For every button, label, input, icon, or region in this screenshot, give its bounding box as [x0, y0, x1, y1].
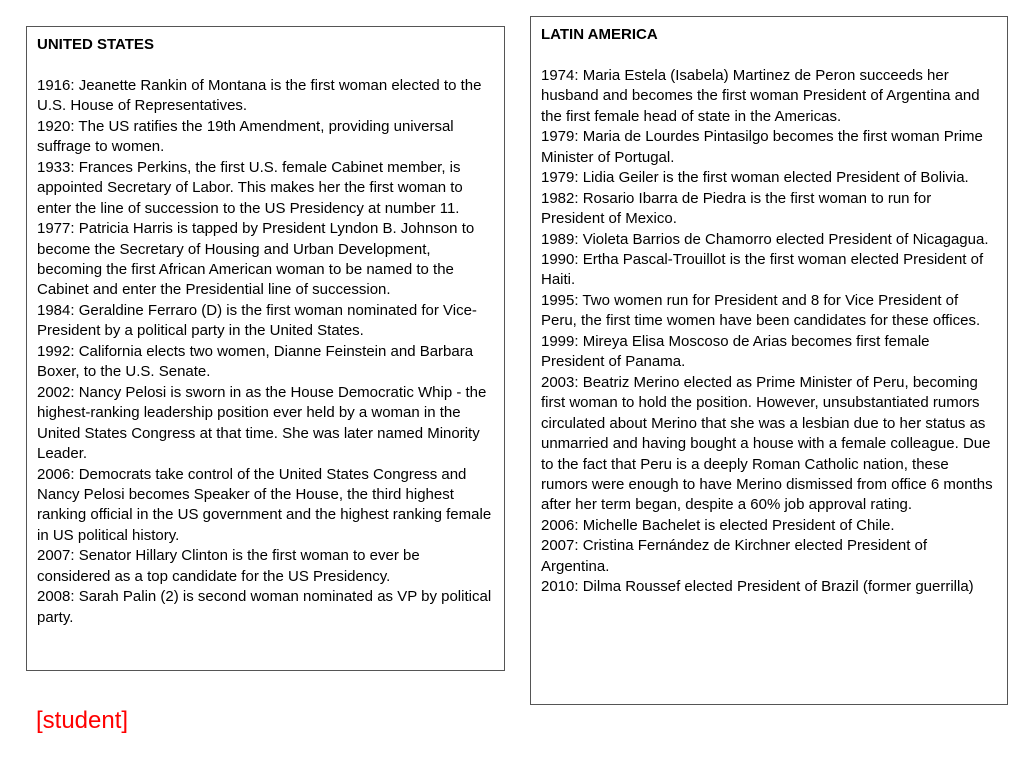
- la-entry-1999: 1999: Mireya Elisa Moscoso de Arias becomes first female President of Panama.: [541, 332, 930, 371]
- us-entry-1984: 1984: Geraldine Ferraro (D) is the first woman nominated for Vice-President by a political party in the United States.: [37, 301, 477, 340]
- la-entry-1989: 1989: Violeta Barrios de Chamorro elected President of Nicagagua.: [541, 230, 989, 248]
- us-entry-1977: 1977: Patricia Harris is tapped by President Lyndon B. Johnson to become the Secretary of Housing and Urban Development, becoming the first African American woman to be named to the Cabinet and enter the Presidential line of succession.: [37, 220, 475, 299]
- latin-america-title: LATIN AMERICA: [541, 26, 658, 43]
- la-entry-1990: 1990: Ertha Pascal-Trouillot is the first woman elected President of Haiti.: [541, 250, 984, 289]
- la-entry-1995: 1995: Two women run for President and 8 for Vice President of Peru, the first time women have been candidates for these offices.: [541, 291, 981, 330]
- la-entry-1979-portugal: 1979: Maria de Lourdes Pintasilgo becomes the first woman Prime Minister of Portugal.: [541, 128, 983, 166]
- united-states-panel: [26, 26, 505, 671]
- us-entry-2006: 2006: Democrats take control of the United States Congress and Nancy Pelosi becomes Speaker of the House, the third highest ranking official in the US government and the highest ranking female in US political history.: [37, 465, 492, 544]
- la-entry-1982: 1982: Rosario Ibarra de Piedra is the first woman to run for President of Mexico.: [541, 189, 932, 228]
- us-entry-1916: 1916: Jeanette Rankin of Montana is the first woman elected to the U.S. House of Representatives.: [37, 76, 482, 115]
- us-entry-2002: 2002: Nancy Pelosi is sworn in as the House Democratic Whip - the highest-ranking leadership position ever held by a woman in the United States Congress at that time. She was later named Minority Leader.: [37, 383, 487, 463]
- la-entry-1974: 1974: Maria Estela (Isabela) Martinez de Peron succeeds her husband and becomes the first woman President of Argentina and the first female head of state in the Americas.: [541, 66, 980, 125]
- united-states-title: UNITED STATES: [37, 36, 154, 53]
- us-entry-2008: 2008: Sarah Palin (2) is second woman nominated as VP by political party.: [37, 588, 492, 626]
- us-entry-1920: 1920: The US ratifies the 19th Amendment, providing universal suffrage to women.: [37, 117, 454, 156]
- la-entry-2006: 2006: Michelle Bachelet is elected President of Chile.: [541, 516, 895, 534]
- us-entry-1992: 1992: California elects two women, Dianne Feinstein and Barbara Boxer, to the U.S. Senate.: [37, 342, 474, 381]
- la-entry-2007: 2007: Cristina Fernández de Kirchner elected President of Argentina.: [541, 537, 928, 575]
- la-entry-2003: 2003: Beatriz Merino elected as Prime Minister of Peru, becoming first woman to hold the position. However, unsubstantiated rumors circulated about Merino that she was a lesbian due to her status as unmarried and having bought a house with a female colleague. Due to the fact that Peru is a deeply Roman Catholic nation, these rumors were enough to have Merino dismissed from office 6 months after her term began, despite a 60% job approval rating.: [541, 373, 993, 514]
- us-entry-2007: 2007: Senator Hillary Clinton is the first woman to ever be considered as a top candidate for the US Presidency.: [37, 547, 420, 585]
- la-entry-1979-bolivia: 1979: Lidia Geiler is the first woman elected President of Bolivia.: [541, 169, 969, 187]
- la-entry-2010: 2010: Dilma Roussef elected President of Brazil (former guerrilla): [541, 578, 974, 596]
- student-label: [student]: [36, 707, 129, 734]
- us-entry-1933: 1933: Frances Perkins, the first U.S. female Cabinet member, is appointed Secretary of Labor. This makes her the first woman to enter the line of succession to the US Presidency at number 11.: [37, 158, 463, 217]
- latin-america-panel: [530, 16, 1008, 705]
